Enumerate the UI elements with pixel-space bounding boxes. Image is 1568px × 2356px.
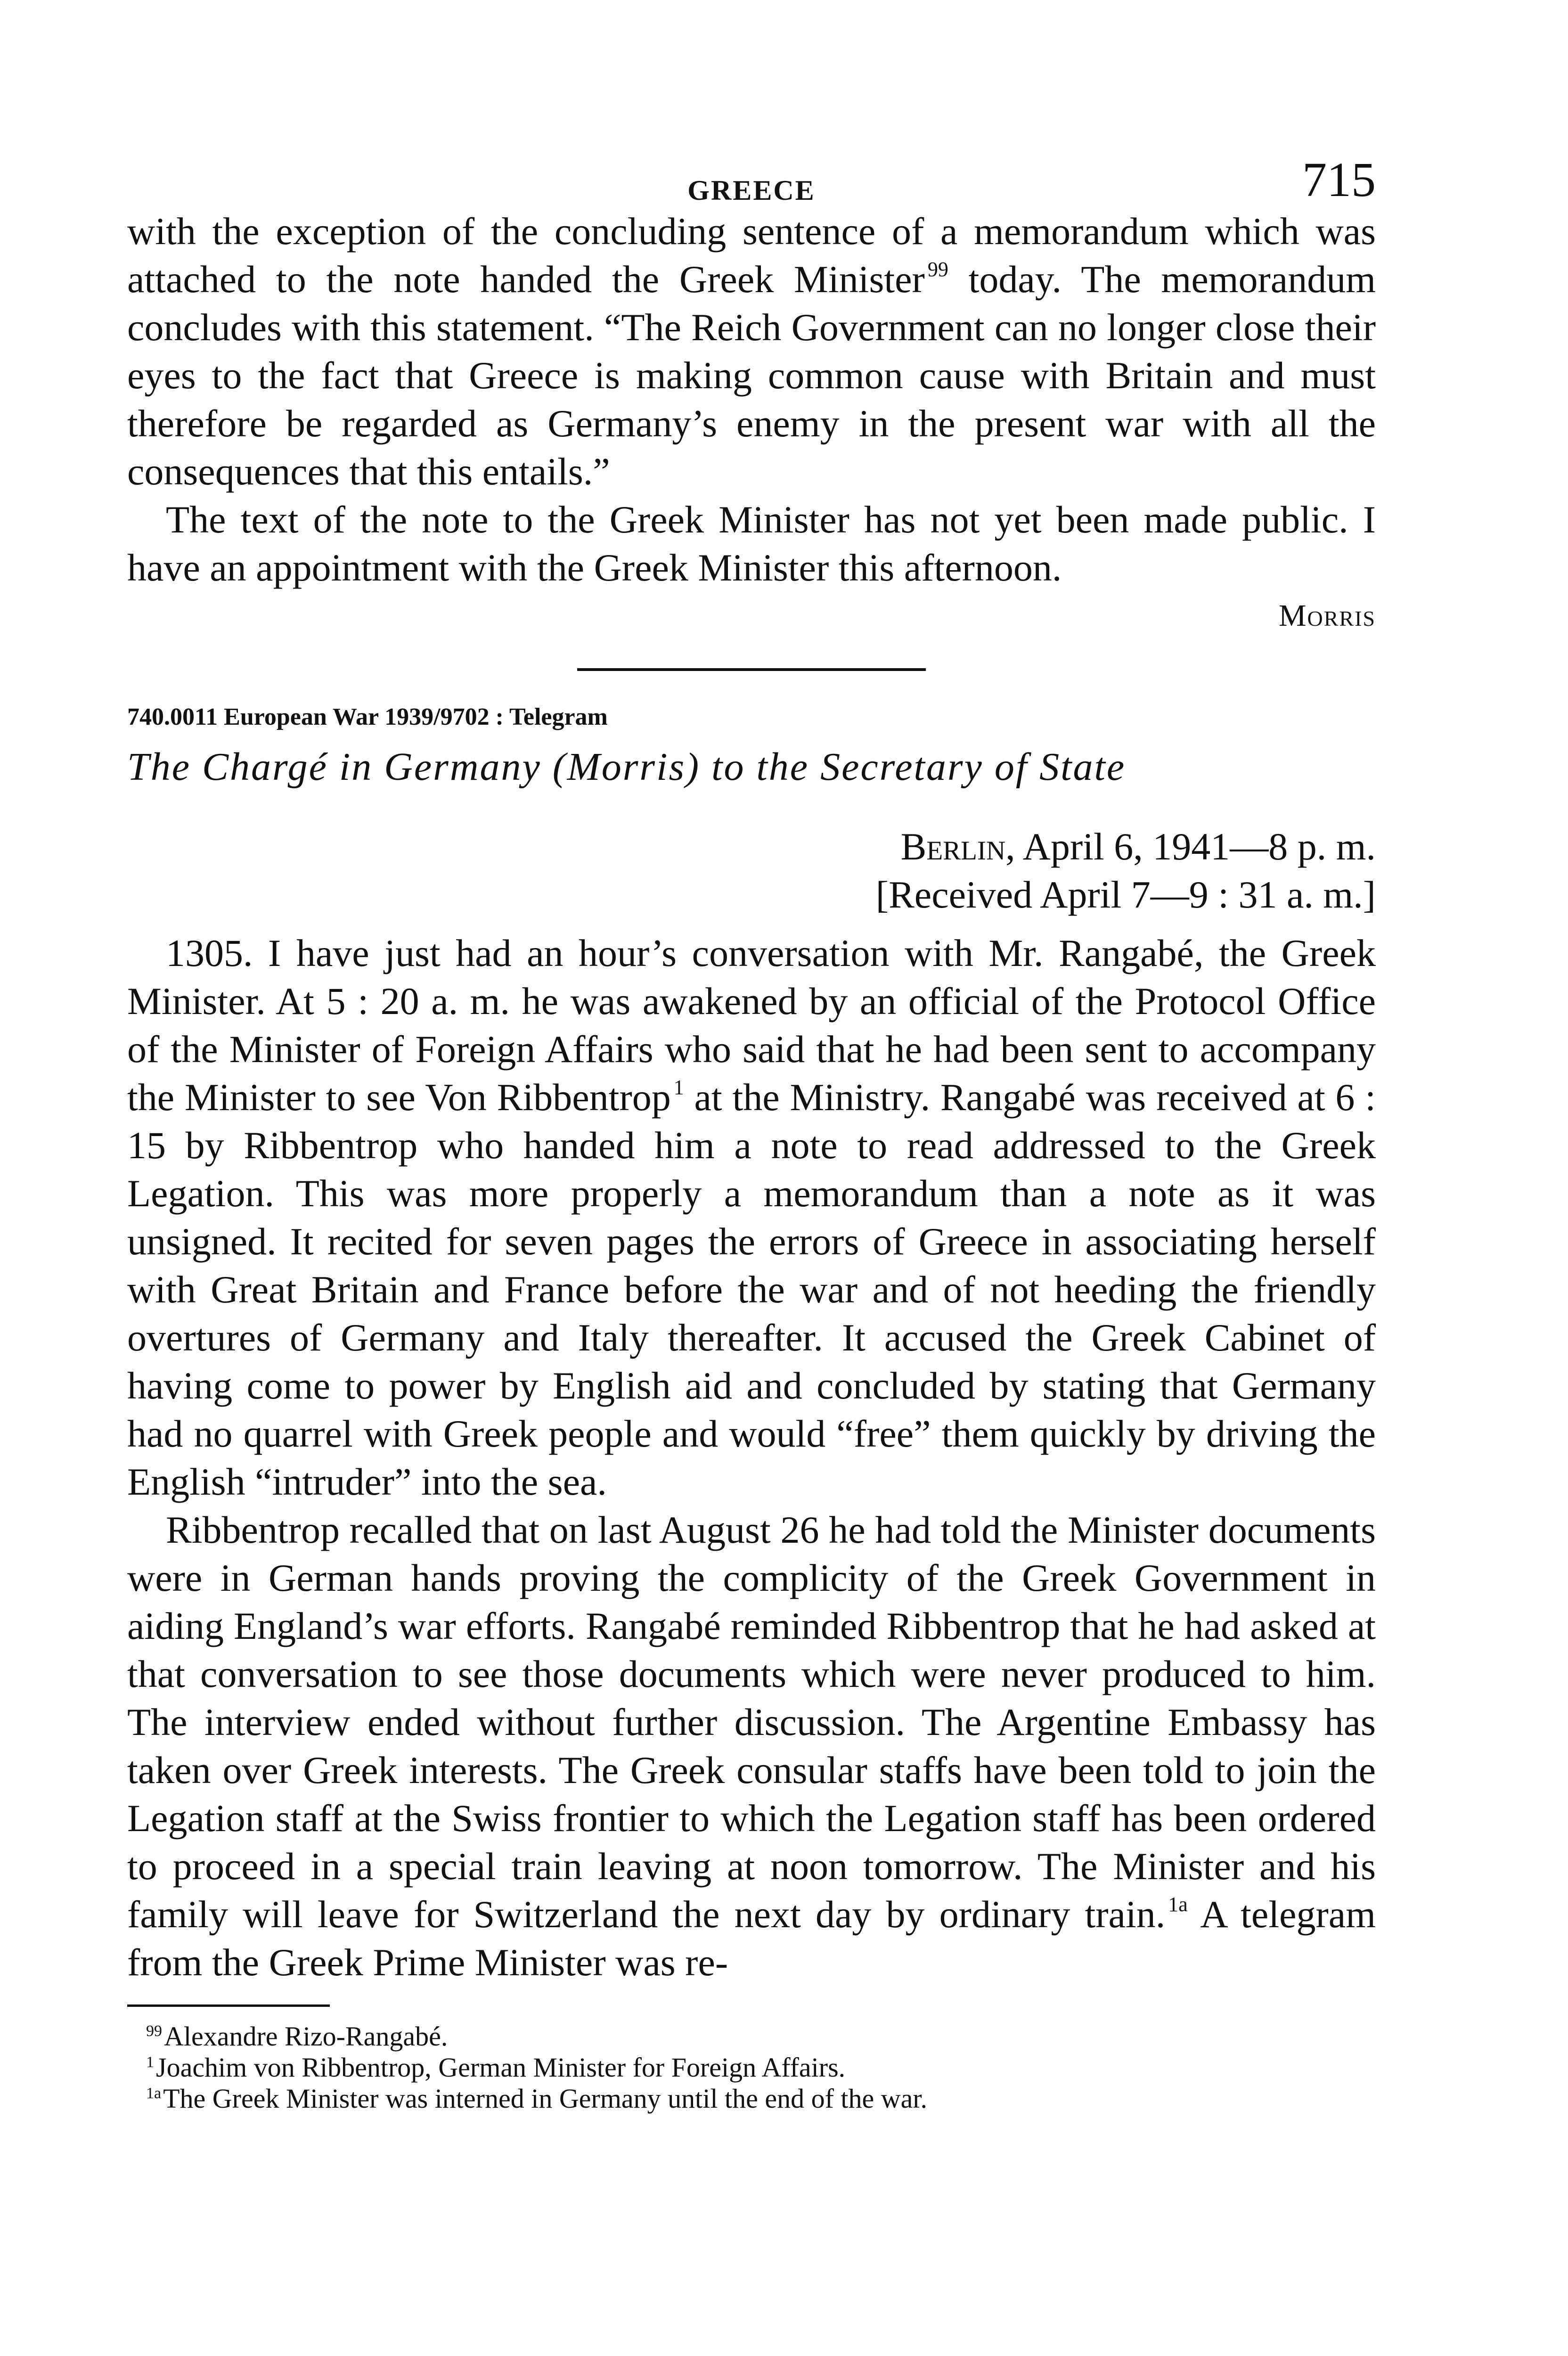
telegram-text-2: Ribbentrop recalled that on last August 26 he had told the Minister documents were in German hands proving the complicity of the Greek Government in aiding England’s war efforts. Rangabé reminded Ribbentrop that he had asked at that conversation to see those documents which were never produced to him. The interview ended without further discussion. The Argentine Embassy has taken over Greek interests. The Greek consular staffs have been told to join the Legation staff at the Swiss frontier to which the Legation staff has been ordered to proceed in a special train leaving at noon tomorrow. The Minister and his family will leave for Switzerland the next day by ordinary train. (127, 1508, 1376, 1936)
footnote-text: Alexandre Rizo-Rangabé. (164, 2021, 448, 2052)
telegram-paragraph-2 (127, 1506, 1376, 1987)
footnote-ref-99: 99 (927, 258, 948, 281)
footnote-mark: 1a (146, 2085, 162, 2102)
dateline (127, 823, 1376, 871)
dateline-date: , April 6, 1941—8 p. m. (1005, 825, 1376, 868)
document-title: The Chargé in Germany (Morris) to the Secretary of State (127, 745, 1126, 789)
telegram-text: 1305. I have just had an hour’s conversation with Mr. Rangabé, the Greek Minister. At 5 : 20 a. m. he was awakened by an official of the Protocol Office of the Minister of Foreign Affairs who said that he had been sent to accompany the Minister to see Von Ribbentrop (127, 932, 1376, 1119)
continuation-paragraph (127, 207, 1376, 496)
footnote (127, 2052, 1376, 2083)
footnote (127, 2021, 1376, 2052)
file-reference: 740.0011 European War 1939/9702 : Telegram (127, 704, 608, 730)
footnotes (127, 2021, 1376, 2114)
telegram-text-2-rest: A telegram from the Greek Prime Minister was re- (127, 1893, 1376, 1984)
footnote-mark: 1 (146, 2053, 154, 2071)
section-divider (577, 668, 926, 671)
footnote-ref-1a: 1a (1168, 1893, 1188, 1916)
signature: Morris (1278, 598, 1376, 633)
dateline-block (127, 823, 1376, 919)
footnote (127, 2083, 1376, 2114)
footnote-ref-1: 1 (673, 1076, 684, 1099)
telegram-text-rest: at the Ministry. Rangabé was received at 6 : 15 by Ribbentrop who handed him a note to read addressed to the Greek Legation. This was more properly a memorandum than a note as it was unsigned. It recited for seven pages the errors of Greece in associating herself with Great Britain and France before the war and of not heeding the friendly overtures of Germany and Italy thereafter. It accused the Greek Cabinet of having come to power by English aid and concluded by stating that Germany had no quarrel with Greek people and would “free” them quickly by driving the English “intruder” into the sea. (127, 1076, 1376, 1503)
running-head: GREECE (687, 175, 816, 206)
note-paragraph: The text of the note to the Greek Minister has not yet been made public. I have an appointment with the Greek Minister this afternoon. (127, 498, 1376, 589)
page-header (127, 155, 1376, 207)
continuation-text-rest: today. The memorandum concludes with this statement. “The Reich Government can no longer close their eyes to the fact that Greece is making common cause with Britain and must therefore be regarded as Germany’s enemy in the present war with all the consequences that this entails.” (127, 258, 1376, 493)
dateline-place: Berlin (900, 825, 1006, 868)
footnote-rule (127, 2004, 330, 2007)
document-page (127, 155, 1376, 2356)
continuation-text: with the exception of the concluding sentence of a memorandum which was attached to the note handed the Greek Minister (127, 210, 1376, 301)
telegram-paragraph-1 (127, 929, 1376, 1506)
footnote-mark: 99 (146, 2022, 162, 2040)
page-number: 715 (1302, 153, 1376, 207)
received-line: [Received April 7—9 : 31 a. m.] (875, 873, 1376, 916)
footnote-text: The Greek Minister was interned in Germany until the end of the war. (163, 2083, 927, 2114)
footnote-text: Joachim von Ribbentrop, German Minister for Foreign Affairs. (156, 2052, 846, 2083)
